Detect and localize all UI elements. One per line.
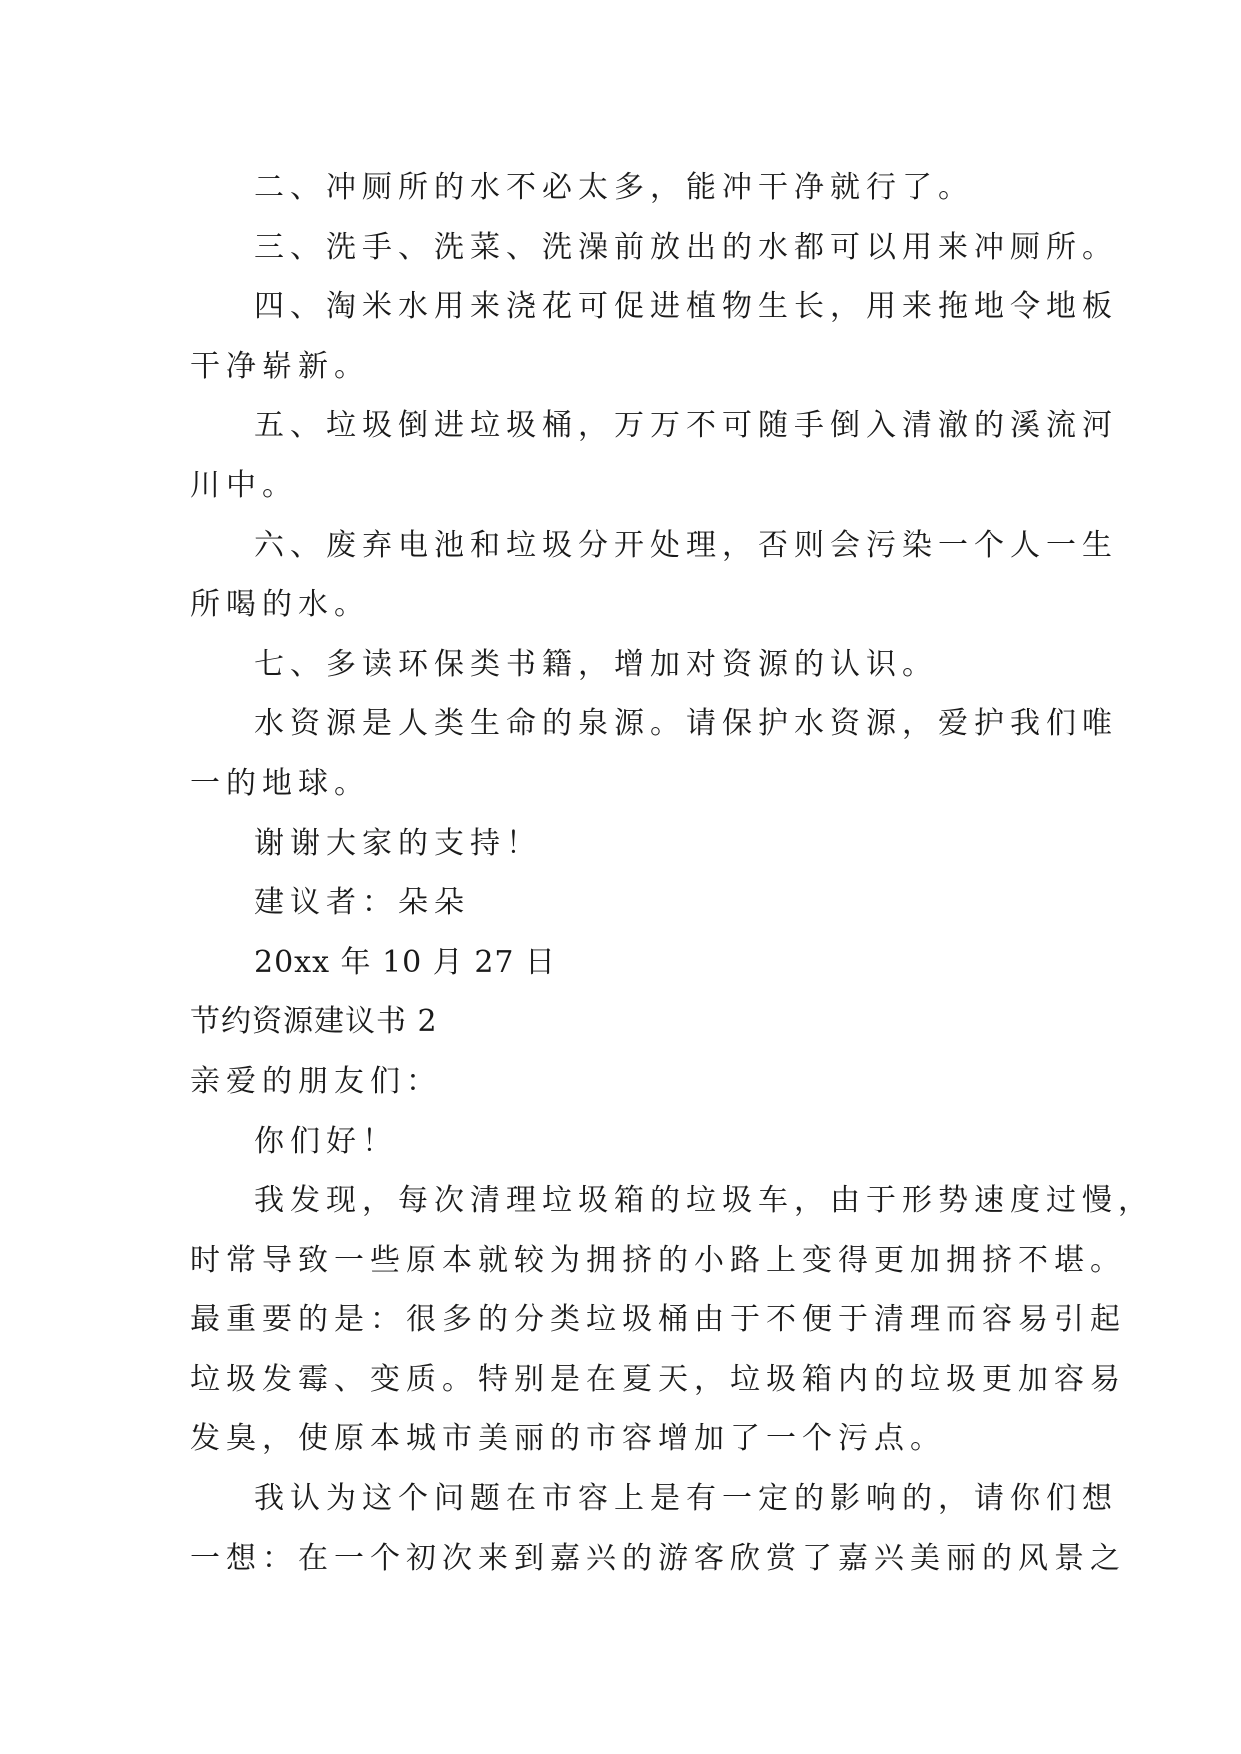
signature-line: 建议者：朵朵 — [254, 885, 470, 921]
text-line: 三、洗手、洗菜、洗澡前放出的水都可以用来冲厕所。 — [254, 229, 1118, 265]
text-line: 垃圾发霉、变质。特别是在夏天，垃圾箱内的垃圾更加容易 — [190, 1361, 1126, 1397]
text-line: 最重要的是：很多的分类垃圾桶由于不便于清理而容易引起 — [190, 1302, 1126, 1338]
text-line: 水资源是人类生命的泉源。请保护水资源，爱护我们唯 — [254, 706, 1118, 742]
thanks-line: 谢谢大家的支持！ — [254, 825, 542, 861]
text-line: 七、多读环保类书籍，增加对资源的认识。 — [254, 646, 938, 682]
text-line: 川中。 — [190, 467, 298, 503]
text-line: 一的地球。 — [190, 765, 370, 801]
text-line: 时常导致一些原本就较为拥挤的小路上变得更加拥挤不堪。 — [190, 1242, 1126, 1278]
greeting-line: 你们好！ — [254, 1123, 398, 1159]
date-line: 20xx 年 10 月 27 日 — [254, 944, 557, 980]
text-line: 发臭，使原本城市美丽的市容增加了一个污点。 — [190, 1421, 946, 1457]
text-line: 干净崭新。 — [190, 348, 370, 384]
salutation-line: 亲爱的朋友们： — [190, 1063, 442, 1099]
document-page — [190, 158, 1154, 1588]
text-line: 二、冲厕所的水不必太多，能冲干净就行了。 — [254, 170, 974, 205]
text-line: 我认为这个问题在市容上是有一定的影响的，请你们想 — [254, 1481, 1118, 1517]
section-title: 节约资源建议书 2 — [190, 1004, 438, 1040]
text-line: 四、淘米水用来浇花可促进植物生长，用来拖地令地板 — [254, 289, 1118, 325]
text-line: 所喝的水。 — [190, 587, 370, 623]
text-line: 一想：在一个初次来到嘉兴的游客欣赏了嘉兴美丽的风景之 — [190, 1540, 1126, 1576]
text-line: 我发现，每次清理垃圾箱的垃圾车，由于形势速度过慢， — [254, 1183, 1154, 1219]
text-line: 五、垃圾倒进垃圾桶，万万不可随手倒入清澈的溪流河 — [254, 408, 1118, 444]
text-line: 六、废弃电池和垃圾分开处理，否则会污染一个人一生 — [254, 527, 1118, 563]
